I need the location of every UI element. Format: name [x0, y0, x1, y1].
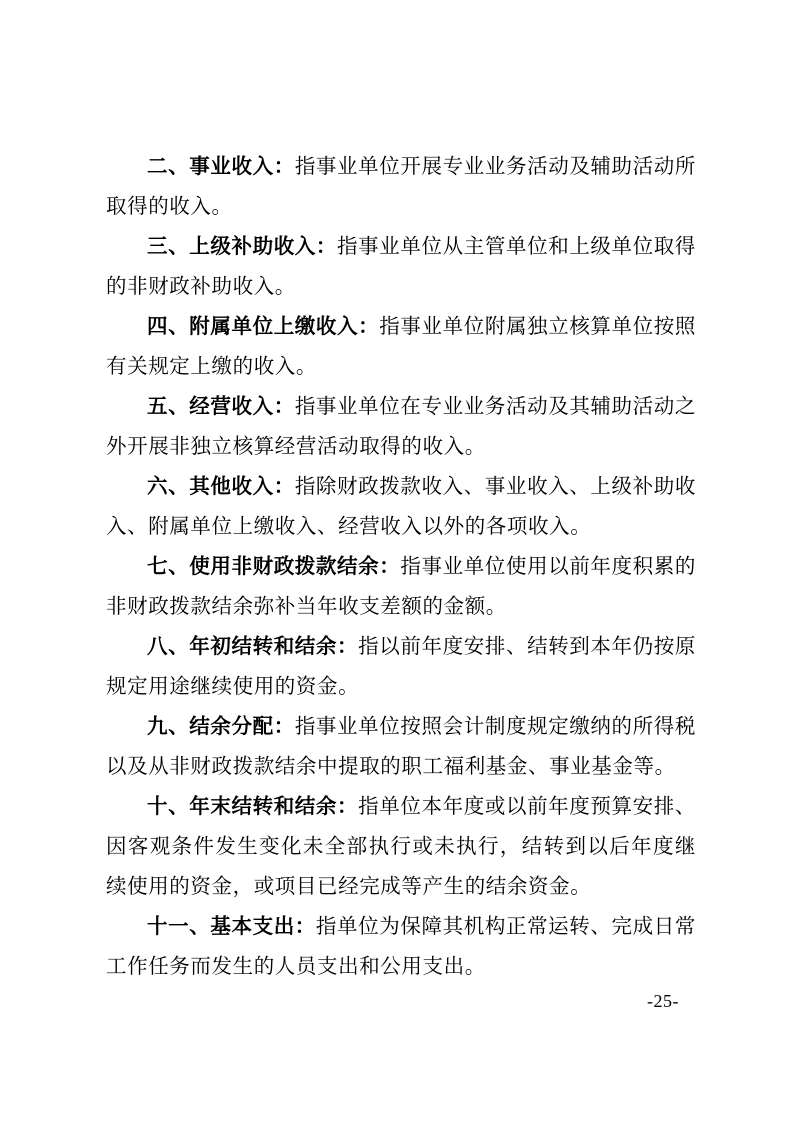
definition-term: 八、年初结转和结余： — [147, 634, 359, 658]
definition-paragraph — [106, 466, 696, 546]
definition-text: 指单位本年度或以前年度预算安排、因客观条件发生变化未全部执行或未执行，结转到以后年度继续使用的资金，或项目已经完成等产生的结余资金。 — [106, 794, 696, 898]
definition-term: 四、附属单位上缴收入： — [147, 314, 380, 338]
definition-term: 十、年末结转和结余： — [147, 794, 359, 818]
definition-text: 指事业单位在专业业务活动及其辅助活动之外开展非独立核算经营活动取得的收入。 — [106, 394, 696, 458]
definition-text: 指事业单位附属独立核算单位按照有关规定上缴的收入。 — [106, 314, 696, 378]
definition-text: 指除财政拨款收入、事业收入、上级补助收入、附属单位上缴收入、经营收入以外的各项收入。 — [106, 474, 696, 538]
definition-term: 七、使用非财政拨款结余： — [147, 554, 401, 578]
definition-paragraph — [106, 706, 696, 786]
definition-paragraph — [106, 626, 696, 706]
definition-text: 指事业单位按照会计制度规定缴纳的所得税以及从非财政拨款结余中提取的职工福利基金、事业基金等。 — [106, 714, 696, 778]
definition-paragraph — [106, 906, 696, 986]
definition-term: 十一、基本支出： — [147, 914, 316, 938]
definition-text: 指以前年度安排、结转到本年仍按原规定用途继续使用的资金。 — [106, 634, 696, 698]
definition-paragraph — [106, 546, 696, 626]
definition-paragraph — [106, 146, 696, 226]
definition-text: 指事业单位使用以前年度积累的非财政拨款结余弥补当年收支差额的金额。 — [106, 554, 696, 618]
definition-term: 三、上级补助收入： — [147, 234, 338, 258]
definition-paragraph — [106, 786, 696, 906]
definition-term: 五、经营收入： — [147, 394, 295, 418]
definition-paragraph — [106, 306, 696, 386]
definition-paragraph — [106, 226, 696, 306]
document-body — [106, 146, 696, 986]
definition-text: 指事业单位从主管单位和上级单位取得的非财政补助收入。 — [106, 234, 696, 298]
definition-term: 六、其他收入： — [147, 474, 295, 498]
page-number: -25- — [647, 991, 679, 1011]
definition-text: 指单位为保障其机构正常运转、完成日常工作任务而发生的人员支出和公用支出。 — [106, 914, 696, 978]
definition-paragraph — [106, 386, 696, 466]
definition-term: 二、事业收入： — [147, 154, 295, 178]
definition-text: 指事业单位开展专业业务活动及辅助活动所取得的收入。 — [106, 154, 696, 218]
definition-term: 九、结余分配： — [147, 714, 295, 738]
